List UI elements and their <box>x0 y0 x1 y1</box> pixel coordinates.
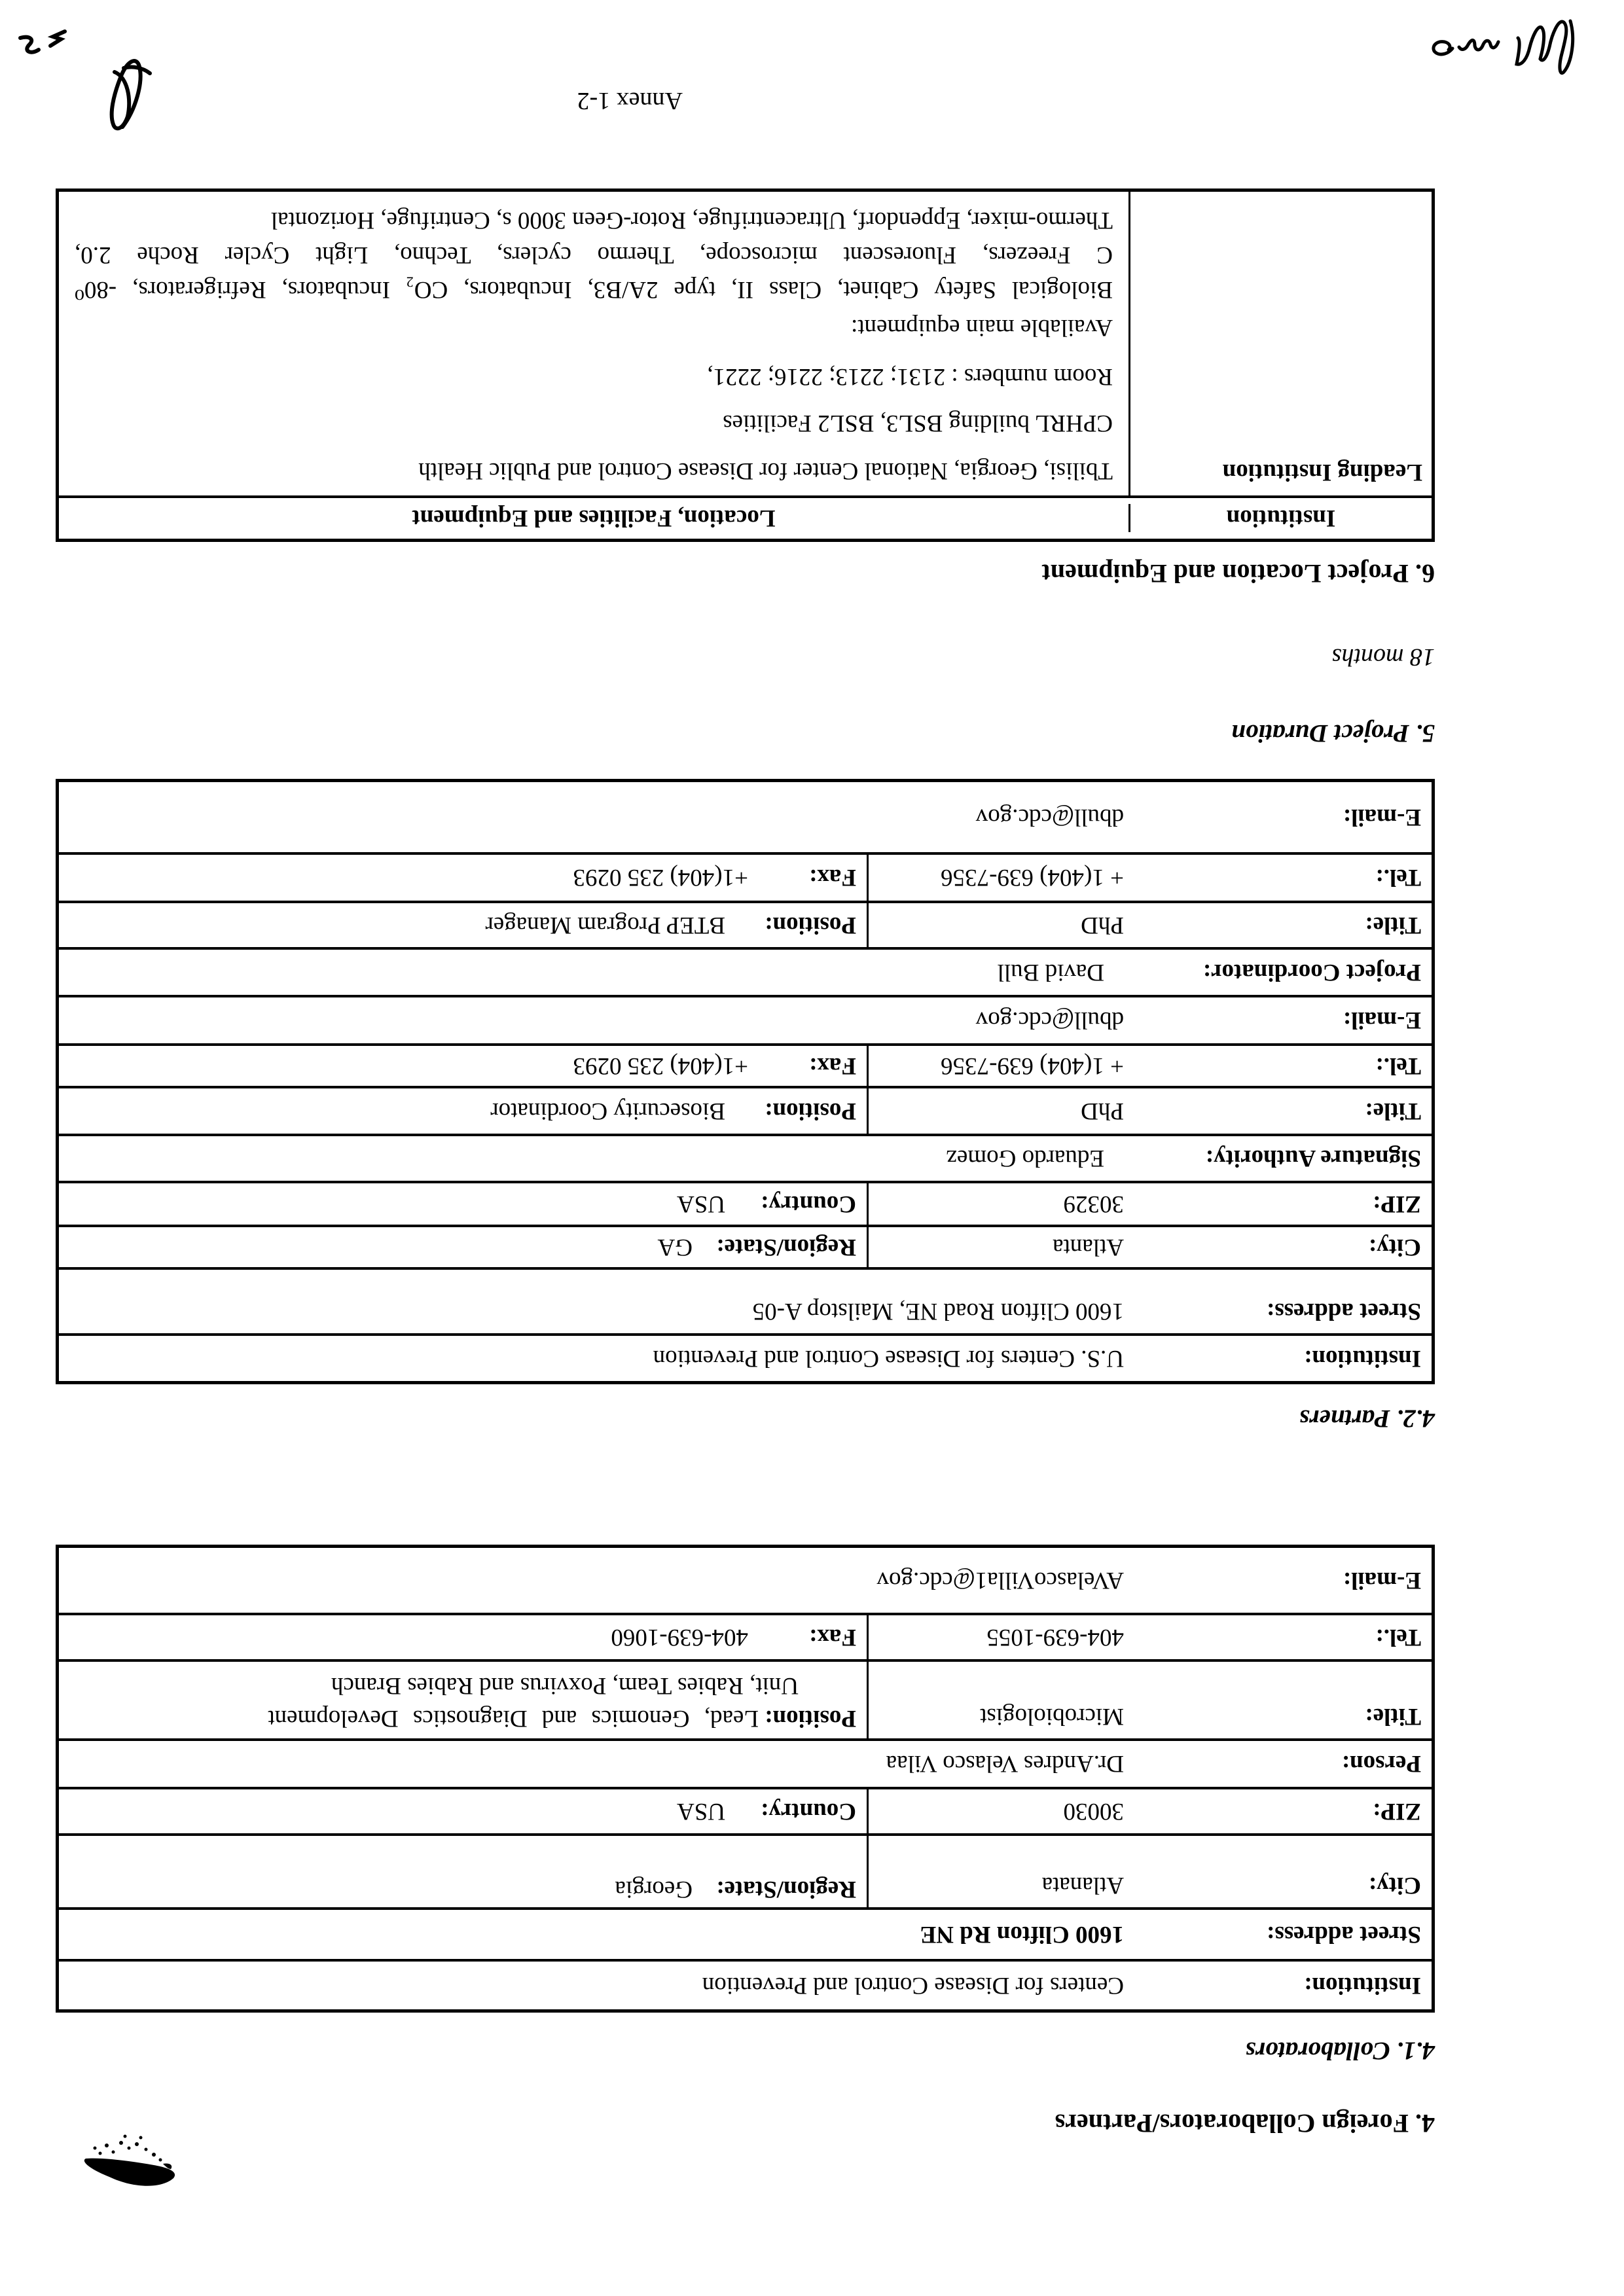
field-label: Title: <box>1365 1703 1421 1730</box>
table-row <box>59 1225 1432 1267</box>
table-row <box>59 995 1432 1043</box>
title-cell <box>867 1662 1432 1738</box>
project-duration-value: 18 months <box>1331 643 1435 671</box>
field-label: Person: <box>1341 1750 1421 1778</box>
field-value: Unit, Rabies Team, Poxvirus and Rabies Branch <box>331 1672 799 1699</box>
field-label: Fax: <box>809 1624 856 1651</box>
location-details-cell <box>59 192 1128 495</box>
field-value: 1600 Clifton Road NE, Mailstop A-05 <box>752 1298 1124 1325</box>
field-label: Tel.: <box>1375 1052 1421 1079</box>
field-label: Position: <box>765 1098 856 1124</box>
field-label: Region/State: <box>716 1876 856 1903</box>
table-row <box>59 1548 1432 1613</box>
header-institution: Institution <box>1128 505 1432 533</box>
field-value: Lead, Genomics and Diagnostics Development <box>268 1705 759 1732</box>
table-row <box>59 782 1432 852</box>
field-label: Fax: <box>809 864 856 891</box>
handwritten-signature <box>1424 10 1581 85</box>
field-value: 30329 <box>1063 1191 1124 1217</box>
field-label: Signature Authority: <box>1205 1145 1421 1172</box>
field-label: ZIP: <box>1373 1191 1421 1217</box>
header-location: Location, Facilities and Equipment <box>412 505 776 532</box>
equipment-line: C Freezers, Fluorescent microscope, Thermo cyclers, Techno, Light Cycler Roche 2.0, <box>75 242 1113 268</box>
field-value: Microbiologist <box>980 1703 1124 1730</box>
field-value: Centers for Disease Control and Prevention <box>702 1972 1124 1999</box>
city-cell <box>867 1227 1432 1267</box>
field-value: David Bull <box>997 959 1104 986</box>
leading-institution-label: Leading Institution <box>1128 192 1432 495</box>
field-value: Eduardo Gomez <box>946 1145 1104 1172</box>
table-row <box>59 192 1432 495</box>
field-label: Position: <box>765 1705 856 1732</box>
section-5-heading: 5. Project Duration <box>1231 719 1435 747</box>
table-row <box>59 1738 1432 1787</box>
table-row <box>59 1267 1432 1333</box>
table-row <box>59 1907 1432 1959</box>
zip-cell <box>867 1789 1432 1833</box>
field-value: +1(404) 235 0293 <box>573 864 748 891</box>
field-label: ZIP: <box>1373 1798 1421 1825</box>
field-value: GA <box>657 1234 693 1261</box>
table-row <box>59 1134 1432 1181</box>
equipment-paragraph <box>75 203 1113 307</box>
field-value: 30030 <box>1063 1798 1124 1825</box>
zip-cell <box>867 1183 1432 1225</box>
field-value: dbull@cdc.gov <box>975 804 1124 831</box>
handwritten-initials <box>6 12 170 136</box>
equipment-line: Thermo-mixer, Eppendorf, Ultracentrifuge, Rotor-Geen 3000 s, Centrifuge, Horizontal <box>270 207 1113 234</box>
field-value: dbull@cdc.gov <box>975 1007 1124 1034</box>
room-numbers: Room numbers : 2131; 2213; 2216; 2221, <box>707 363 1113 390</box>
equipment-line: Biological Safety Cabinet, Class II, type 2A/B3, Incubators, CO₂ Incubators, Refrigerators, -80⁰ <box>75 276 1113 303</box>
table-row <box>59 901 1432 947</box>
section-4-1-heading: 4.1. Collaborators <box>1245 2037 1435 2065</box>
collaborators-table <box>56 1545 1435 2013</box>
field-value: + 1(404) 639-7356 <box>941 864 1124 891</box>
field-value: Dr.Andres Velasco Vilaa <box>886 1750 1124 1778</box>
field-label: Street address: <box>1266 1298 1421 1325</box>
table-header-row <box>59 495 1432 539</box>
fax-cell <box>59 1046 867 1086</box>
region-cell <box>59 1832 867 1911</box>
field-value: PhD <box>1081 1098 1124 1124</box>
field-value: USA <box>676 1191 725 1217</box>
field-label: Title: <box>1365 1098 1421 1124</box>
field-value: 1600 Clifton Rd NE <box>920 1921 1124 1948</box>
section-4-heading: 4. Foreign Collaborators/Partners <box>1055 2109 1435 2138</box>
field-label: Project Coordinator: <box>1202 959 1421 986</box>
field-label: E-mail: <box>1343 1567 1421 1594</box>
table-row <box>59 1043 1432 1086</box>
field-label: E-mail: <box>1343 804 1421 831</box>
tel-cell <box>867 855 1432 901</box>
field-value: +1(404) 235 0293 <box>573 1052 748 1079</box>
field-label: Tel.: <box>1375 1624 1421 1651</box>
table-row <box>59 852 1432 901</box>
field-label: E-mail: <box>1343 1007 1421 1034</box>
table-row <box>59 1086 1432 1134</box>
field-label: Tel.: <box>1375 864 1421 891</box>
field-label: Country: <box>761 1798 856 1825</box>
tel-cell <box>867 1615 1432 1659</box>
field-label: Position: <box>765 912 856 939</box>
field-label: Institution: <box>1304 1972 1421 1999</box>
field-value: U.S. Centers for Disease Control and Prevention <box>653 1345 1124 1372</box>
position-cell <box>59 1088 867 1134</box>
position-cell <box>59 1658 867 1742</box>
annex-footer: Annex 1-2 <box>577 87 683 115</box>
tel-cell <box>867 1046 1432 1086</box>
table-row <box>59 1659 1432 1738</box>
title-cell <box>867 1088 1432 1134</box>
field-value: AVelascoVilla1@cdc.gov <box>876 1567 1124 1594</box>
field-label: Title: <box>1365 912 1421 939</box>
field-value: Atlanata <box>1041 1872 1124 1899</box>
ink-blob-stamp <box>75 2129 180 2191</box>
table-row <box>59 1833 1432 1907</box>
table-row <box>59 947 1432 995</box>
city-cell <box>867 1836 1432 1907</box>
field-label: Street address: <box>1266 1921 1421 1948</box>
field-label: City: <box>1368 1872 1421 1899</box>
field-value: 404-639-1055 <box>986 1624 1124 1651</box>
field-label: Fax: <box>809 1052 856 1079</box>
location-line: Tbilisi, Georgia, National Center for Disease Control and Public Health <box>418 457 1113 484</box>
field-label: Region/State: <box>716 1234 856 1261</box>
partners-table <box>56 779 1435 1384</box>
fax-cell <box>59 855 867 901</box>
location-line: CPHRL building BSL3, BSL2 Facilities <box>723 410 1113 437</box>
field-value: USA <box>676 1798 725 1825</box>
field-value: Georgia <box>615 1876 693 1903</box>
title-cell <box>867 903 1432 947</box>
table-row <box>59 1613 1432 1659</box>
equipment-label: Available main equipment: <box>850 314 1113 341</box>
field-value: + 1(404) 639-7356 <box>941 1052 1124 1079</box>
table-row <box>59 1333 1432 1381</box>
country-cell <box>59 1789 867 1833</box>
field-value: PhD <box>1081 912 1124 939</box>
section-6-heading: 6. Project Location and Equipment <box>1041 559 1435 588</box>
location-equipment-table <box>56 188 1435 542</box>
table-row <box>59 1787 1432 1833</box>
position-cell <box>59 903 867 947</box>
region-cell <box>59 1227 867 1267</box>
field-value: Atlanta <box>1053 1234 1124 1261</box>
field-value: BTEP Program Manager <box>485 912 725 939</box>
fax-cell <box>59 1615 867 1659</box>
section-4-2-heading: 4.2. Partners <box>1299 1405 1435 1433</box>
field-value: 404-639-1060 <box>611 1624 748 1651</box>
field-label: Institution: <box>1304 1345 1421 1372</box>
field-value: Biosecurity Coordinator <box>490 1098 725 1124</box>
table-row <box>59 1181 1432 1225</box>
table-row <box>59 1959 1432 2009</box>
field-label: Country: <box>761 1191 856 1217</box>
field-label: City: <box>1368 1234 1421 1261</box>
country-cell <box>59 1183 867 1225</box>
